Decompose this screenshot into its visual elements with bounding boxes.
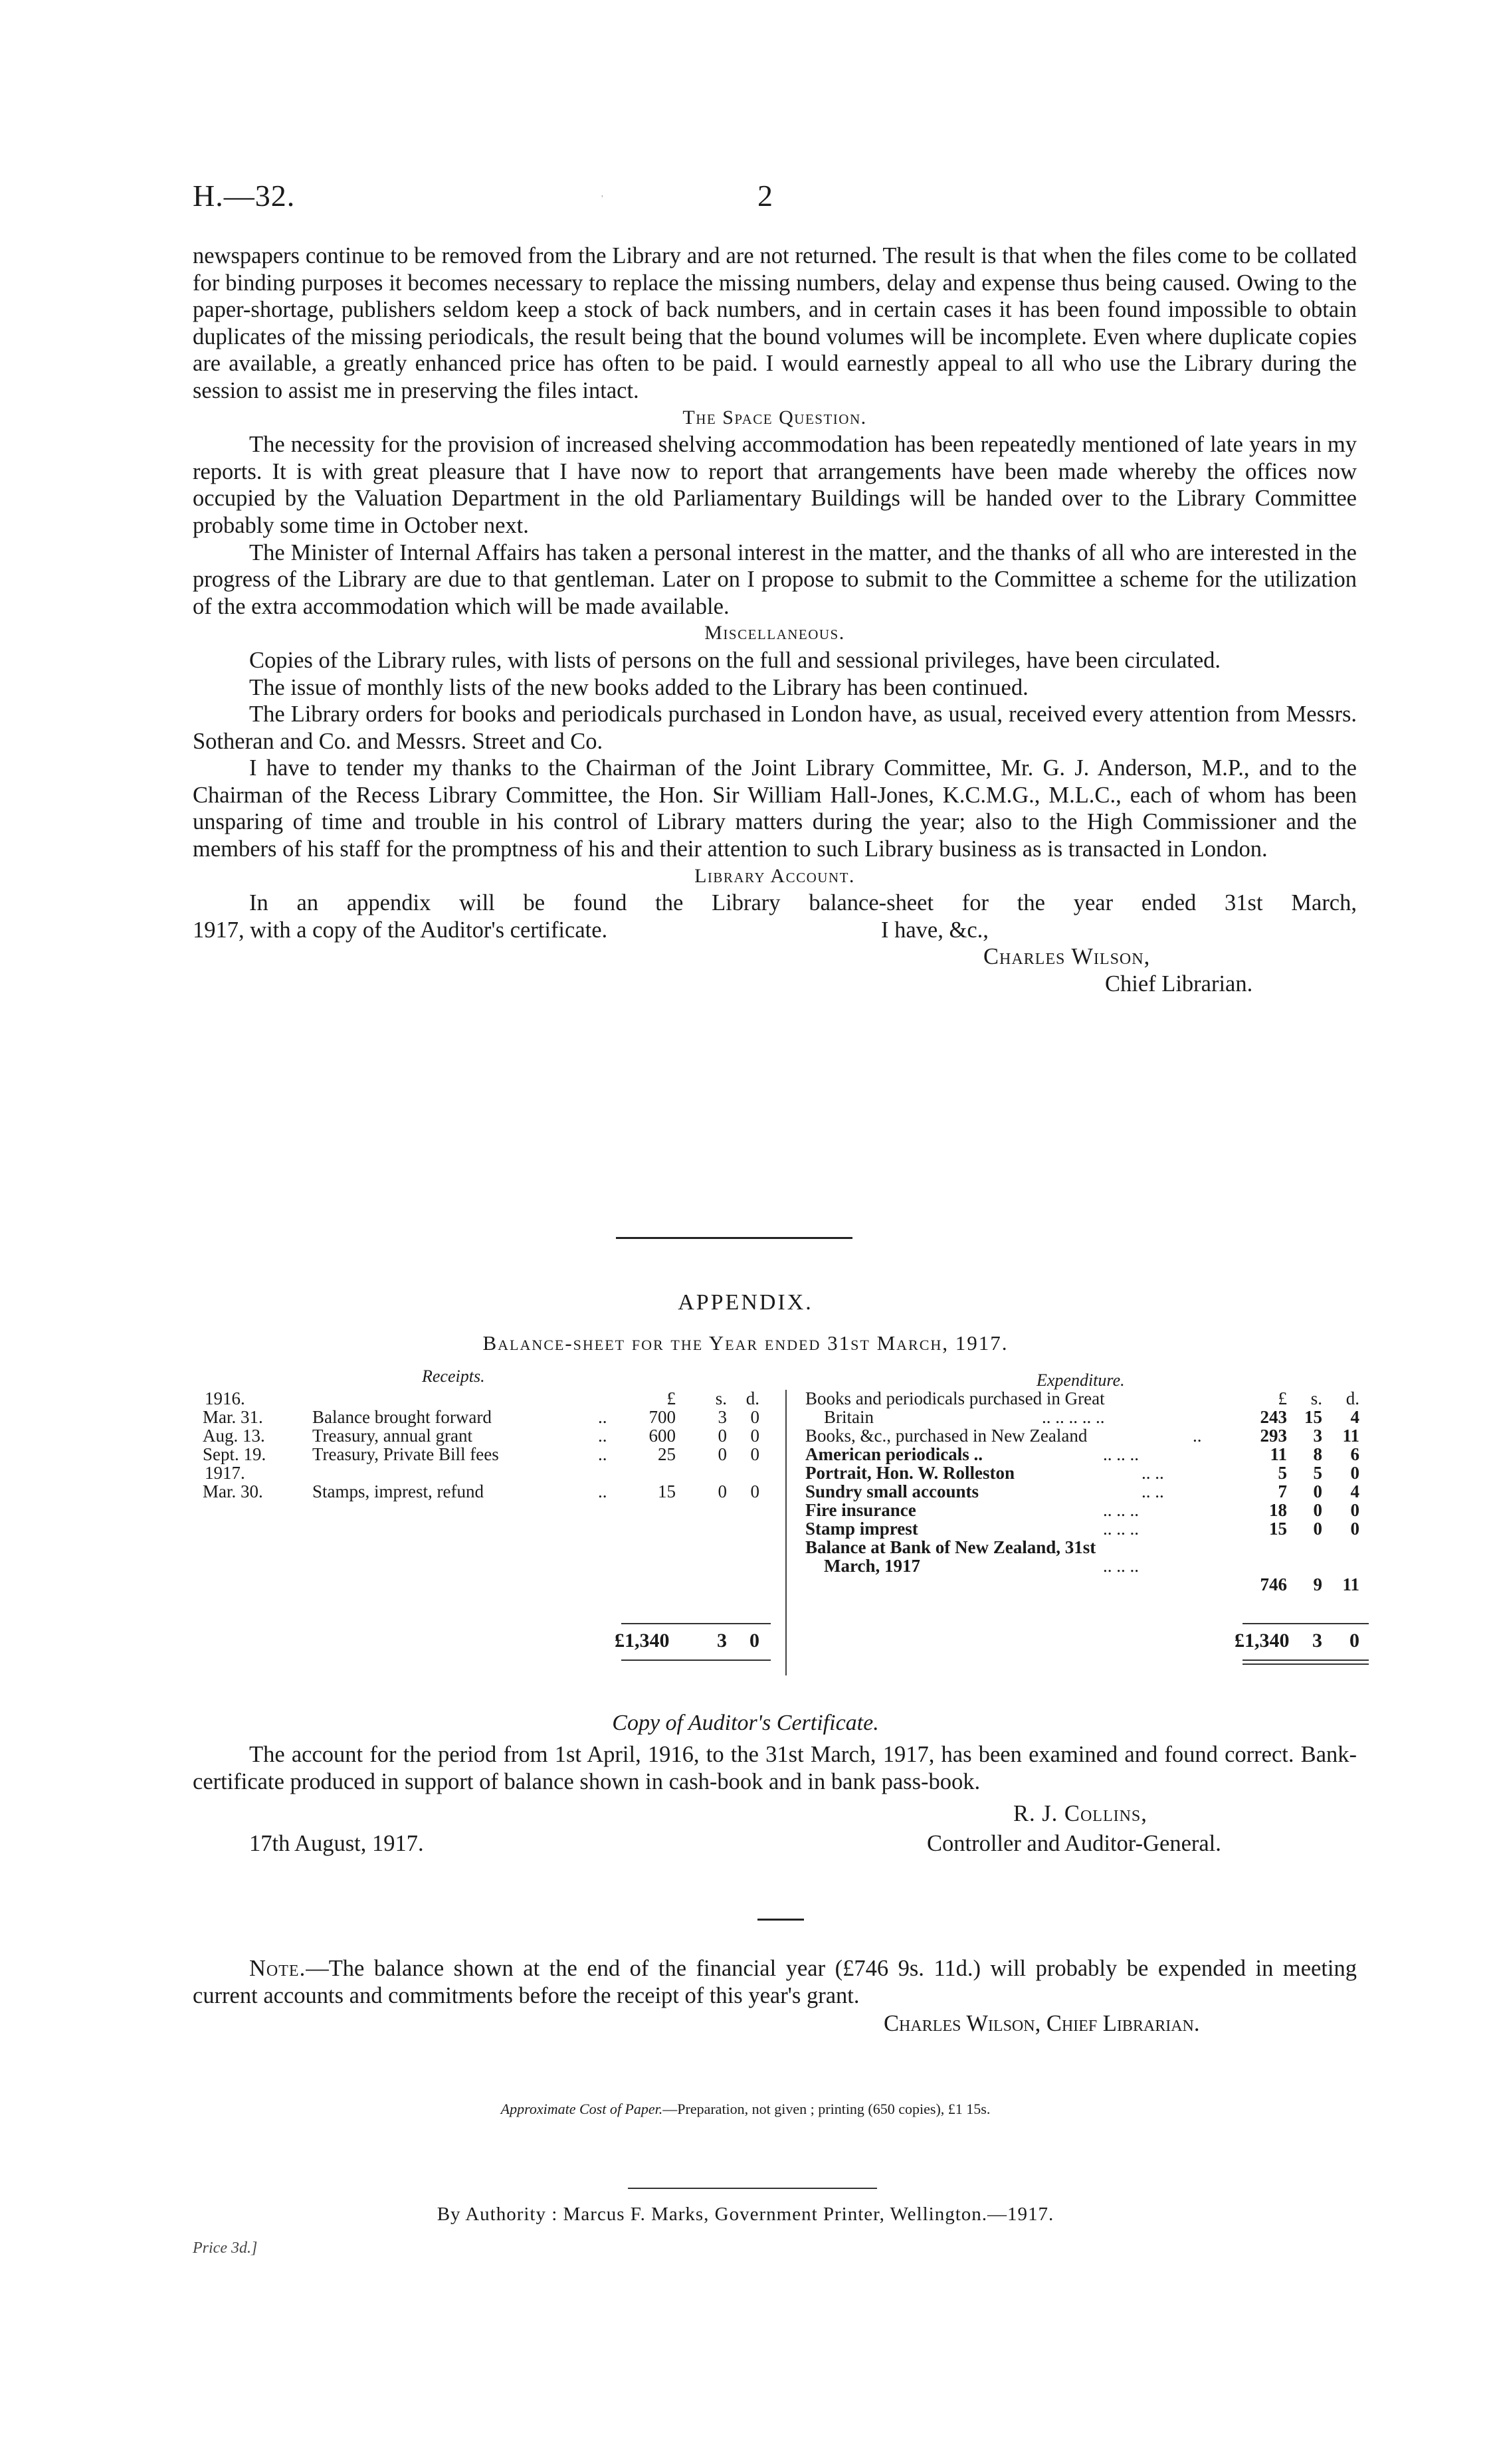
receipts-total-underline <box>621 1659 771 1661</box>
expenditure-shillings: 3 <box>1313 1426 1322 1446</box>
expenditure-description: Books, &c., purchased in New Zealand <box>805 1426 1088 1446</box>
receipt-shillings: 0 <box>718 1444 727 1464</box>
receipt-dots: .. <box>598 1407 607 1427</box>
expenditure-pounds: 18 <box>1269 1500 1287 1520</box>
paragraph-shelving: The necessity for the provision of increased shelving accommodation has been repeatedly mentioned of late years in my reports. It is with great pleasure that I have now to report that arrangements have been made whereby the offices now occupied by the Valuation Department in the old Parliamentary Buildings will be handed over to the Library Committee probably some time in October next. <box>193 432 1357 538</box>
expenditure-dots: .. .. .. .. .. <box>1042 1407 1105 1427</box>
receipts-shillings-header: s. <box>715 1388 727 1408</box>
paragraph-appendix-b: 1917, with a copy of the Auditor's certificate. <box>193 917 608 943</box>
expenditure-description: Stamp imprest <box>805 1519 918 1539</box>
expenditure-pence: 0 <box>1350 1500 1359 1520</box>
expenditure-description: Books and periodicals purchased in Great <box>805 1388 1105 1408</box>
expenditure-description: Fire insurance <box>805 1500 916 1520</box>
paragraph-minister: The Minister of Internal Affairs has taken a personal interest in the matter, and the thanks of all who are interested in the progress of the Library are due to that gentleman. Later on I propose to submit to the Committee a scheme for the utilization of the extra accommodation which will be made available. <box>193 539 1357 619</box>
expenditure-shillings: 9 <box>1313 1574 1322 1594</box>
expenditure-pence: 11 <box>1342 1574 1359 1594</box>
paragraph-newspapers: newspapers continue to be removed from the Library and are not returned. The result is that when the files come to be collated for binding purposes it becomes necessary to replace the missing numbers, delay and expense thus being caused. Owing to the paper-shortage, publishers seldom keep a stock of back numbers, and in certain cases it has been found impossible to obtain duplicates of the missing periodicals, the result being that the bound volumes will be incomplete. Even where duplicate copies are available, a greatly enhanced price has often to be paid. I would earnestly appeal to all who use the Library during the session to assist me in preserving the files intact. <box>193 243 1357 403</box>
expenditure-description: American periodicals .. <box>805 1444 983 1464</box>
note-block <box>193 1955 1357 2038</box>
expenditure-shillings: 0 <box>1313 1519 1322 1539</box>
signer-name: Charles Wilson, <box>983 944 1151 970</box>
section-divider <box>616 1237 852 1239</box>
expenditure-pounds: 243 <box>1260 1407 1287 1427</box>
expenditure-pounds: 293 <box>1260 1426 1287 1446</box>
receipt-pence: 0 <box>750 1407 759 1427</box>
document-reference: H.—32. <box>193 179 296 213</box>
auditor-name: R. J. Collins, <box>1013 1801 1147 1827</box>
expenditure-shillings-header: s. <box>1310 1388 1322 1408</box>
expenditure-total-double-underline <box>1242 1663 1369 1665</box>
auditor-title: Controller and Auditor-General. <box>927 1830 1221 1856</box>
receipt-pence: 0 <box>750 1444 759 1464</box>
expenditure-pence: 6 <box>1350 1444 1359 1464</box>
receipt-pounds: 25 <box>658 1444 676 1464</box>
receipt-pence: 0 <box>750 1426 759 1446</box>
paper-cost <box>0 2101 1491 2118</box>
certificate-block <box>193 1741 1357 1857</box>
balance-sheet-title: Balance-sheet for the Year ended 31st March, 1917. <box>482 1331 1009 1355</box>
certificate-divider <box>757 1919 804 1921</box>
column-divider <box>785 1390 787 1675</box>
expenditure-dots: .. .. .. <box>1103 1444 1139 1464</box>
expenditure-total-pounds: £1,340 <box>1235 1630 1290 1652</box>
receipt-description: Treasury, annual grant <box>312 1426 472 1446</box>
expenditure-shillings: 8 <box>1313 1444 1322 1464</box>
expenditure-description: March, 1917 <box>824 1556 920 1576</box>
expenditure-pence: 4 <box>1350 1407 1359 1427</box>
receipts-pounds-header: £ <box>666 1388 676 1408</box>
expenditure-pence: 0 <box>1350 1463 1359 1483</box>
receipt-description: Treasury, Private Bill fees <box>312 1444 499 1464</box>
receipt-date: 1916. <box>205 1388 245 1408</box>
receipt-date: Mar. 30. <box>203 1481 263 1501</box>
receipt-date: Sept. 19. <box>203 1444 266 1464</box>
expenditure-dots: .. .. <box>1142 1463 1164 1483</box>
receipt-description: Balance brought forward <box>312 1407 492 1427</box>
heading-space-question: The Space Question. <box>682 406 867 428</box>
signer-title: Chief Librarian. <box>1105 971 1253 997</box>
expenditure-dots: .. .. .. <box>1103 1556 1139 1576</box>
heading-library-account: Library Account. <box>694 864 855 887</box>
expenditure-dots: .. .. .. <box>1103 1519 1139 1539</box>
certificate-text: The account for the period from 1st April, 1916, to the 31st March, 1917, has been examined and found correct. Bank-certificate produced in support of balance shown in cash-book and in bank pass-book. <box>193 1742 1357 1794</box>
receipt-dots: .. <box>598 1481 607 1501</box>
note-text: —The balance shown at the end of the financial year (£746 9s. 11d.) will probably be expended in meeting current accounts and commitments before the receipt of this year's grant. <box>193 1956 1357 2008</box>
expenditure-description: Britain <box>824 1407 874 1427</box>
receipts-total-shillings: 3 <box>717 1630 727 1652</box>
printer-authority: By Authority : Marcus F. Marks, Government Printer, Wellington.—1917. <box>437 2204 1054 2225</box>
receipts-total-rule <box>621 1623 771 1624</box>
expenditure-pounds: 11 <box>1270 1444 1287 1464</box>
receipt-date: 1917. <box>205 1463 245 1483</box>
note-paragraph <box>193 1955 1357 2009</box>
expenditure-label: Expenditure. <box>1037 1371 1125 1390</box>
receipt-pounds: 15 <box>658 1481 676 1501</box>
expenditure-pence: 11 <box>1342 1426 1359 1446</box>
expenditure-description: Sundry small accounts <box>805 1481 979 1501</box>
paragraph-monthly-lists: The issue of monthly lists of the new books added to the Library has been continued. <box>249 674 1029 700</box>
header-mark: ' <box>601 194 603 204</box>
expenditure-dots: .. .. <box>1142 1481 1164 1501</box>
expenditure-dots: .. <box>1193 1426 1202 1446</box>
price: Price 3d.] <box>193 2239 258 2257</box>
paper-cost-text: —Preparation, not given ; printing (650 copies), £1 15s. <box>662 2101 991 2117</box>
receipt-pounds: 700 <box>648 1407 676 1427</box>
expenditure-pence: 4 <box>1350 1481 1359 1501</box>
expenditure-total-rule <box>1242 1623 1369 1624</box>
paper-cost-label: Approximate Cost of Paper. <box>500 2101 663 2117</box>
expenditure-shillings: 5 <box>1313 1463 1322 1483</box>
main-text <box>193 242 1357 998</box>
expenditure-total-underline <box>1242 1659 1369 1661</box>
closing-salutation: I have, &c., <box>881 917 989 943</box>
note-label: Note. <box>249 1956 306 1981</box>
expenditure-pounds: 7 <box>1278 1481 1287 1501</box>
footer-divider <box>628 2188 877 2189</box>
paragraph-thanks: I have to tender my thanks to the Chairman of the Joint Library Committee, Mr. G. J. Anderson, M.P., and to the Chairman of the Recess Library Committee, the Hon. Sir William Hall-Jones, K.C.M.G., M.L.C., each of whom has been unsparing of time and trouble in his control of Library matters during the year; also to the High Commissioner and the members of his staff for the promptness of his and their attention to such Library business as is transacted in London. <box>193 755 1357 862</box>
receipt-pounds: 600 <box>648 1426 676 1446</box>
appendix-title: APPENDIX. <box>678 1290 813 1315</box>
certificate-date: 17th August, 1917. <box>249 1830 424 1856</box>
paragraph-london-orders: The Library orders for books and periodicals purchased in London have, as usual, received every attention from Messrs. Sotheran and Co. and Messrs. Street and Co. <box>193 702 1357 754</box>
receipt-dots: .. <box>598 1426 607 1446</box>
expenditure-description: Balance at Bank of New Zealand, 31st <box>805 1537 1096 1557</box>
expenditure-shillings: 15 <box>1304 1407 1322 1427</box>
receipt-shillings: 0 <box>718 1426 727 1446</box>
expenditure-pounds: 746 <box>1260 1574 1287 1594</box>
receipt-date: Mar. 31. <box>203 1407 263 1427</box>
heading-miscellaneous: Miscellaneous. <box>704 622 845 644</box>
note-signature: Charles Wilson, Chief Librarian. <box>884 2011 1200 2037</box>
expenditure-pounds: 15 <box>1269 1519 1287 1539</box>
receipt-shillings: 3 <box>718 1407 727 1427</box>
receipt-shillings: 0 <box>718 1481 727 1501</box>
expenditure-pence: 0 <box>1350 1519 1359 1539</box>
receipts-label: Receipts. <box>422 1367 485 1386</box>
expenditure-pounds-header: £ <box>1278 1388 1287 1408</box>
expenditure-dots: .. .. .. <box>1103 1500 1139 1520</box>
receipt-dots: .. <box>598 1444 607 1464</box>
certificate-title: Copy of Auditor's Certificate. <box>612 1711 879 1735</box>
receipts-total-pounds: £1,340 <box>615 1630 670 1652</box>
page-number: 2 <box>757 179 773 213</box>
expenditure-pounds: 5 <box>1278 1463 1287 1483</box>
receipt-date: Aug. 13. <box>203 1426 265 1446</box>
paragraph-appendix-a: In an appendix will be found the Library balance-sheet for the year ended 31st March, <box>249 890 1357 916</box>
receipt-pence: 0 <box>750 1481 759 1501</box>
receipts-pence-header: d. <box>746 1388 759 1408</box>
receipts-total-pence: 0 <box>749 1630 759 1652</box>
expenditure-shillings: 0 <box>1313 1500 1322 1520</box>
expenditure-total-shillings: 3 <box>1312 1630 1322 1652</box>
expenditure-pence-header: d. <box>1345 1388 1359 1408</box>
expenditure-description: Portrait, Hon. W. Rolleston <box>805 1463 1015 1483</box>
receipt-description: Stamps, imprest, refund <box>312 1481 484 1501</box>
expenditure-shillings: 0 <box>1313 1481 1322 1501</box>
paragraph-rules: Copies of the Library rules, with lists of persons on the full and sessional privileges, have been circulated. <box>249 647 1221 673</box>
expenditure-total-pence: 0 <box>1349 1630 1359 1652</box>
